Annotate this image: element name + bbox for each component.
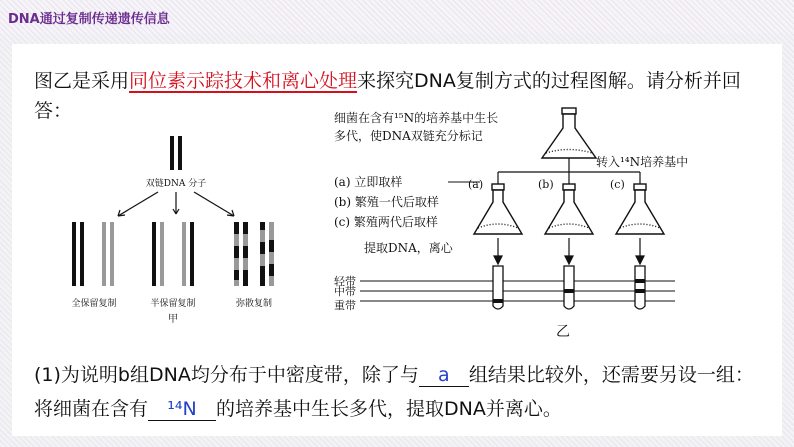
- figure-a-caption: 甲: [168, 314, 178, 325]
- step-c: (c) 繁殖两代后取样: [334, 215, 438, 229]
- figure-b-caption: 乙: [556, 324, 570, 340]
- note-line-1: 细菌在含有¹⁵N的培养基中生长: [334, 111, 499, 125]
- figure-a-top-label: 双链DNA 分子: [145, 179, 207, 189]
- step-b: (b) 繁殖一代后取样: [334, 195, 439, 209]
- transfer-label: 转入¹⁴N培养基中: [596, 155, 689, 169]
- question-part-1: (1)为说明b组DNA均分布于中密度带，除了与: [34, 364, 419, 386]
- intro-before: 图乙是采用: [34, 70, 130, 92]
- answer-blank-2[interactable]: ¹⁴N: [148, 398, 216, 421]
- slide-header: DNA通过复制传递遗传信息: [8, 12, 170, 27]
- question-1: [34, 358, 764, 426]
- tube-a-heavy-band: [493, 299, 503, 303]
- intro-after: 来探究DNA复制方式的过程图解。请分析并回答：: [34, 70, 741, 122]
- flasks: [474, 184, 664, 234]
- question-part-2: 组结果比较外，还需要另设一组：将细菌在含有: [34, 364, 754, 420]
- question-part-3: 的培养基中生长多代，提取DNA并离心。: [216, 398, 562, 420]
- band-heavy: 重带: [334, 299, 356, 312]
- tube-b-middle-band: [564, 289, 574, 293]
- tube-c-icon: [635, 266, 645, 309]
- band-middle: 中带: [334, 285, 356, 298]
- intro-highlight: 同位素示踪技术和离心处理: [129, 70, 358, 92]
- figure-jia: [58, 130, 290, 330]
- flask-label-c: (c): [610, 178, 625, 191]
- parent-strand-2: [178, 136, 182, 170]
- label-conservative: 全保留复制: [71, 299, 117, 309]
- flask-label-a: (a): [468, 178, 484, 191]
- tube-c-light-band: [635, 279, 645, 283]
- note-line-2: 多代，使DNA双链充分标记: [334, 129, 483, 143]
- label-dispersive: 弥散复制: [235, 299, 273, 309]
- step-a: (a) 立即取样: [334, 175, 403, 189]
- extract-label: 提取DNA，离心: [364, 241, 453, 255]
- answer-blank-1[interactable]: a: [419, 364, 469, 387]
- tube-c-middle-band: [635, 289, 645, 293]
- tube-b-icon: [564, 266, 574, 309]
- band-light: 轻带: [334, 275, 356, 288]
- parent-strand-1: [170, 136, 174, 170]
- flask-label-b: (b): [538, 178, 554, 191]
- figure-yi: [330, 106, 710, 348]
- label-semiconservative: 半保留复制: [150, 299, 196, 309]
